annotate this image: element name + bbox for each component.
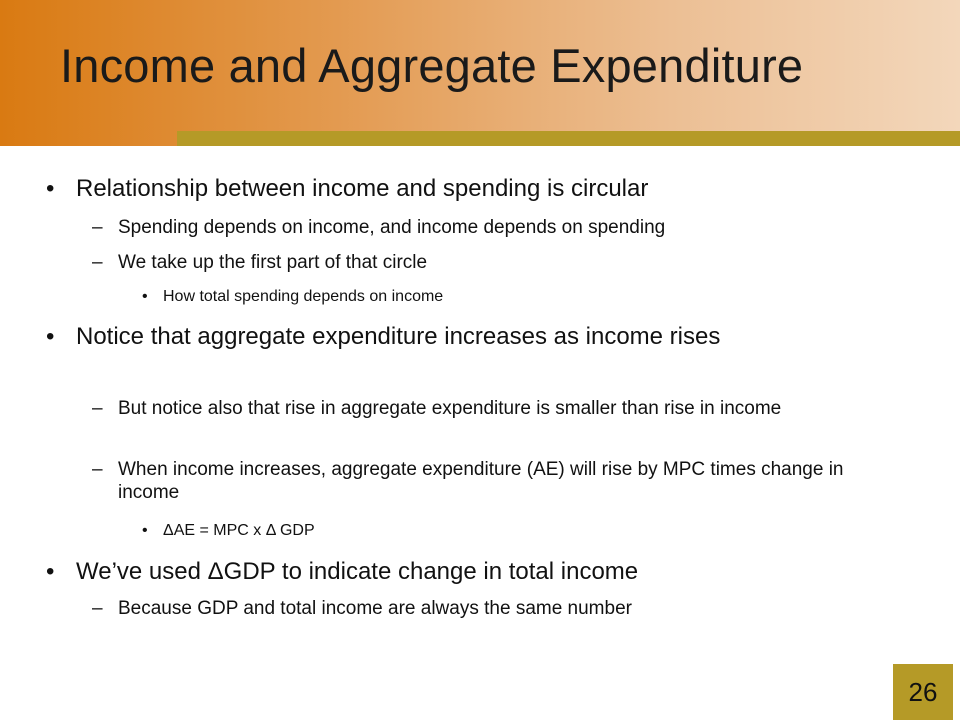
bullet-mark: •	[142, 522, 148, 539]
bullet-item	[46, 175, 906, 203]
sub-bullet-item	[92, 251, 898, 274]
sub-bullet-text: Because GDP and total income are always the same number	[118, 598, 632, 619]
sub-bullet-text: When income increases, aggregate expenditure (AE) will rise by MPC times change in income	[118, 459, 844, 503]
sub-sub-bullet-text: How total spending depends on income	[163, 288, 444, 305]
bullet-mark: •	[46, 323, 55, 350]
bullet-text: Relationship between income and spending is circular	[76, 175, 649, 202]
bullet-text: We’ve used ΔGDP to indicate change in total income	[76, 558, 639, 585]
sub-sub-bullet-text: ΔAE = MPC x Δ GDP	[163, 522, 315, 539]
page-number-badge	[893, 664, 953, 720]
bullet-mark: •	[46, 558, 55, 585]
dash-mark: –	[92, 598, 103, 619]
bullet-item	[46, 558, 906, 586]
sub-sub-bullet-item	[142, 521, 863, 541]
sub-bullet-item	[92, 216, 898, 239]
sub-bullet-text: Spending depends on income, and income depends on spending	[118, 217, 666, 238]
sub-bullet-item	[92, 458, 898, 504]
sub-bullet-item	[92, 397, 898, 420]
sub-bullet-text: But notice also that rise in aggregate expenditure is smaller than rise in income	[118, 398, 782, 419]
bullet-mark: •	[46, 175, 55, 202]
slide-title: Income and Aggregate Expenditure	[60, 39, 804, 92]
bullet-mark: •	[142, 288, 148, 305]
sub-bullet-text: We take up the first part of that circle	[118, 252, 428, 273]
dash-mark: –	[92, 398, 103, 419]
bullet-text: Notice that aggregate expenditure increases as income rises	[76, 323, 721, 350]
sub-sub-bullet-item	[142, 287, 863, 307]
sub-bullet-item	[92, 597, 898, 620]
bullet-item	[46, 323, 906, 351]
dash-mark: –	[92, 252, 103, 273]
dash-mark: –	[92, 459, 103, 480]
page-number: 26	[908, 677, 938, 707]
dash-mark: –	[92, 217, 103, 238]
title-banner	[0, 0, 960, 146]
header-accent-bar	[177, 131, 960, 146]
